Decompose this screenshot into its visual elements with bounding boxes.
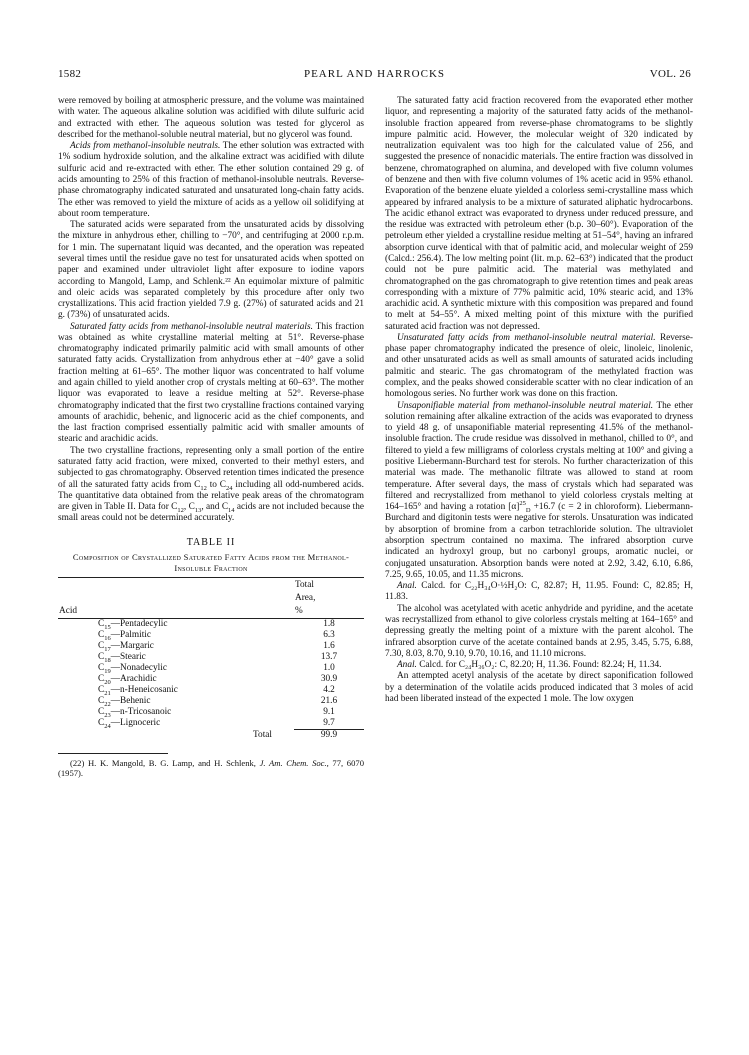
subscript: D [525,506,531,514]
acid-name-cell: $C_{24}—Lignoceric$ [98,718,161,731]
total-label: Total [253,729,272,740]
footnote-text: (22) H. K. Mangold, B. G. Lamp, and H. Schlenk, [70,757,260,768]
paragraph: An attempted acetyl analysis of the acetate by direct saponification followed by a determination of the volatile acids produced indicated that 3 moles of acid had been liberated instead of the expected 1 mole. The low oxygen [385,671,693,704]
table-row [58,707,364,718]
acid-header: Acid [58,605,294,619]
paragraph-text: This fraction was obtained as white crystalline material melting at 51°. Reverse-phase chromatography indicated primarily palmitic acid with small amounts of other saturated fatty acids. Crystallization from anhydrous ether at −40° gave a solid fraction melting at 61–65°. The mother liquor was concentrated to half volume and again chilled to yield another crop of crystals melting at 60–63°. The mother liquor was evaporated to leave a residue melting at 52°. Reverse-phase chromatography indicated that the first two crystalline fractions contained varying amounts of arachidic, behenic, and lignoceric acid as the chief components, and the last fraction comprised essentially palmitic acid with smaller amounts of stearic and arachidic acids. [58,321,364,445]
paragraph: The alcohol was acetylated with acetic anhydride and pyridine, and the acetate was recrystallized from ethanol to give colorless crystals melting at 164–165° and depressing greatly the melting point of a mixture with the parent alcohol. The infrared absorption curve of the acetate contained bands at 2.95, 3.45, 5.75, 6.88, 7.30, 8.03, 8.70, 9.10, 9.70, 10.16, and 11.10 microns. [385,603,693,659]
carbon-count: 21 [104,689,111,697]
section-heading: Unsaturated fatty acids from methanol-insoluble neutral material. [397,332,656,343]
text-run: , C [183,502,195,513]
text-run: acids are not included because the small areas could not be determined accurately. [58,502,364,524]
acid-name-cell: $C_{20}—Arachidic$ [98,673,157,686]
paragraph [385,401,693,582]
area-value: 21.6 [320,695,338,706]
table-row [58,630,364,641]
paragraph [58,446,364,525]
fatty-acid-table [58,577,364,741]
text-run: to C [206,479,227,490]
paragraph: The saturated acids were separated from the unsaturated acids by dissolving the mixture in anhydrous ether, chilling to −70°, and centrifuging at 2000 r.p.m. for 1 min. The supernatant liquid was decanted, and the operation was repeated several times until the residue gave no test for unsaturated acids when spotted on paper and examined under ultraviolet light after exposure to iodine vapors according to Mangold, Lamp, and Schlenk.²² An equimolar mixture of palmitic and oleic acids was separated completely by this procedure after only two crystallizations. This acid fraction yielded 7.9 g. (27%) of saturated acids and 21 g. (73%) of unsaturated acids. [58,220,364,321]
section-heading: Acids from methanol-insoluble neutrals. [70,141,221,152]
carbon-count: 16 [104,634,111,642]
area-value: 30.9 [320,673,338,684]
paragraph: The saturated fatty acid fraction recovered from the evaporated ether mother liquor, and representing a majority of the saturated fatty acids of the methanol-insoluble fraction appeared from reverse-phase chromatograms to be slightly impure palmitic acid. However, the molecular weight of 320 indicated by neutralization equivalent was too high for the calculated value of 256, and suggested the presence of nonacidic materials. The entire fraction was dissolved in benzene, chromatographed on alumina, and developed with five column volumes of benzene and then with five column volumes of 1% acetic acid in 95% ethanol. Evaporation of the benzene eluate yielded a colorless semi-crystalline mass which appeared by infrared analysis to be a mixture of saturated aliphatic hydrocarbons. The acidic ethanol extract was evaporated to dryness under reduced pressure, and the residue was extracted with petroleum ether (b.p. 30–60°). Evaporation of the petroleum ether yielded a crystalline residue melting at 51–54°, having an infrared absorption curve identical with that of palmitic acid, and molecular weight of 259 (Calcd.: 256.4). The low melting point (lit. m.p. 62–63°) indicated that the product could not be pure palmitic acid. The material was methylated and chromatographed on the gas chromatograph to give retention times and peak areas corresponding with a mixture of 77% palmitic acid, 10% stearic acid, and 13% arachidic acid. A synthetic mixture with this composition was prepared and found to melt at 54–55°. A mixed melting point of this mixture with the purified saturated acid fraction was not depressed. [385,96,693,332]
acid-name-cell: $C_{22}—Behenic$ [98,695,151,708]
analysis-label: Anal. [397,660,417,671]
table-title: TABLE II [186,536,236,548]
area-header-line2: Area, [295,592,316,603]
text-run: The two crystalline fractions, representing only a small portion of the entire saturated fatty acid fraction, were mixed, converted to their methyl esters, and subjected to gas chromatography. Observed retention times indicated the presence of all the saturated fatty acids from C [58,445,364,490]
table-row [58,618,364,630]
superscript: 25 [519,500,526,508]
table-row [58,641,364,652]
text-run: , and C [201,502,229,513]
area-value: 13.7 [320,651,338,662]
acid-name: —Arachidic [110,673,157,684]
section-heading: Unsaponifiable material from methanol-insoluble neutral material. [397,400,654,411]
acid-name: —n-Heneicosanic [110,684,178,695]
area-header-line3: % [294,605,364,619]
acid-name: —Stearic [110,651,146,662]
acid-name-cell: $C_{15}—Pentadecylic$ [98,618,168,631]
paragraph-text: The ether solution was extracted with 1% sodium hydroxide solution, and the alkaline extract was acidified with dilute sulfuric acid and re-extracted with ether. The ether solution contained 29 g. of acids amounting to 25% of this fraction of methanol-insoluble neutrals. Reverse-phase chromatography indicated saturated and unsaturated long-chain fatty acids. The ether was removed to yield the mixture of acids as a yellow oil solidifying at about room temperature. [58,141,364,219]
carbon-count: 23 [104,711,111,719]
paragraph [58,141,364,220]
footnote [58,758,364,779]
paragraph-text: +16.7 (c = 2 in chloroform). Liebermann-Burchard and digitonin tests were negative for sterols. Unsaturation was indicated by absorption of bromine from a carbon tetrachloride solution. The ultraviolet absorption spectrum contained no maxima. The infrared absorption curve indicated an hydroxyl group, but no carbonyl groups, aromatic nuclei, or conjugated unsaturation. Absorption bands were noted at 2.92, 3.42, 6.10, 6.86, 7.25, 9.65, 10.05, and 11.35 microns. [385,502,693,580]
acid-name: —Palmitic [110,629,151,640]
subscript: 13 [194,506,202,514]
journal-name: J. Am. Chem. Soc., [259,757,329,768]
analysis-line [385,660,693,671]
carbon-count: 22 [104,700,111,708]
area-value: 9.1 [323,706,335,717]
blank-header [58,577,294,592]
acid-name: —Nonadecylic [110,662,167,673]
carbon-count: 17 [104,645,111,653]
acid-name-cell: $C_{16}—Palmitic$ [98,629,151,642]
area-value: 1.8 [323,618,335,629]
acid-name: —Margaric [110,640,154,651]
area-value: 9.7 [323,717,335,728]
subscript: 24 [226,484,233,492]
analysis-text: Calcd. for C₂₂H₃₄O·½H₂O: C, 82.87; H, 11.95. Found: C, 82.85; H, 11.83. [385,581,693,603]
acid-name: —Lignoceric [110,718,161,729]
area-value: 4.2 [323,684,335,695]
carbon-count: 24 [104,723,111,731]
footnote-rule [58,753,168,754]
paragraph-text: The ether solution remaining after alkaline extraction of the acids was evaporated to dryness to yield 48 g. of unsaponifiable material representing 41.5% of the methanol-insoluble fraction. The crude residue was dissolved in methanol, chilled to 0°, and filtered to yield a few milligrams of colorless crystals melting at 100° and giving a positive Liebermann-Burchard test for sterols. No further characterization of this material was made. The methanolic filtrate was allowed to stand at room temperature. After several days, the mass of crystals which had separated was filtered and recrystallized from methanol to yield colorless crystals melting at 164–165° and having a rotation [α] [385,400,694,513]
paragraph [58,322,364,446]
table-row [58,696,364,707]
carbon-count: 18 [104,656,111,664]
subscript: 12 [200,484,207,492]
carbon-count: 15 [104,623,111,631]
paragraph-text: Reverse-phase paper chromatography indicated the presence of oleic, linoleic, linolenic, and other unsaturated acids as well as small amounts of saturated acids including palmitic and stearic. The gas chromatogram of the methylated fraction was complex, and the peaks showed considerable scatter with no clear indication of an homologous series. No further work was done on this fraction. [385,332,693,400]
section-heading: Saturated fatty acids from methanol-insoluble neutral materials. [70,321,313,332]
table-row [58,685,364,696]
table-row [58,674,364,685]
acid-name-cell: $C_{17}—Margaric$ [98,640,154,653]
running-header [58,68,691,84]
right-column [385,96,693,705]
page-number: 1582 [58,68,82,80]
subscript: 14 [228,506,235,514]
table-row [58,652,364,663]
left-column [58,96,364,779]
footnote-text: 77, 6070 (1957). [58,757,364,779]
volume-label: VOL. 26 [649,68,691,80]
area-value: 6.3 [323,629,335,640]
acid-name-cell: $C_{23}—n$-Tricosanoic [98,706,172,719]
area-header-line1: Total [294,577,364,592]
paragraph: were removed by boiling at atmospheric pressure, and the volume was maintained with water. The aqueous alkaline solution was acidified with dilute sulfuric acid and extracted with ether. The aqueous solution was tested for glycerol as described for the methanol-soluble neutral material, but no glycerol was found. [58,96,364,140]
acid-name: —Behenic [110,695,151,706]
running-title: PEARL AND HARROCKS [303,68,446,80]
paragraph [385,333,693,401]
table-caption: Composition of Crystallized Saturated Fatty Acids from the Methanol-Insoluble Fraction [72,551,350,573]
blank-header [58,592,294,605]
total-value: 99.9 [294,729,364,741]
acid-name: —n-Tricosanoic [110,706,172,717]
total-row [58,729,364,741]
area-value: 1.6 [323,640,335,651]
table-row [58,718,364,730]
acid-name-cell: $C_{18}—Stearic$ [98,651,146,664]
carbon-count: 19 [104,667,111,675]
analysis-text: Calcd. for C₂₄H₃₆O₂: C, 82.20; H, 11.36. Found: 82.24; H, 11.34. [416,660,662,671]
acid-name-cell: $C_{19}—Nonadecylic$ [98,662,167,675]
area-value: 1.0 [323,662,335,673]
analysis-label: Anal. [397,581,417,592]
subscript: 12 [177,506,184,514]
carbon-count: 20 [104,678,111,686]
text-run: including all odd-numbered acids. The quantitative data obtained from the relative peak areas of the chromatogram are given in Table II. Data for C [58,479,364,513]
acid-name: —Pentadecylic [110,618,168,629]
table-row [58,663,364,674]
analysis-line [385,581,693,604]
acid-name-cell: $C_{21}—n$-Heneicosanic [98,684,178,697]
